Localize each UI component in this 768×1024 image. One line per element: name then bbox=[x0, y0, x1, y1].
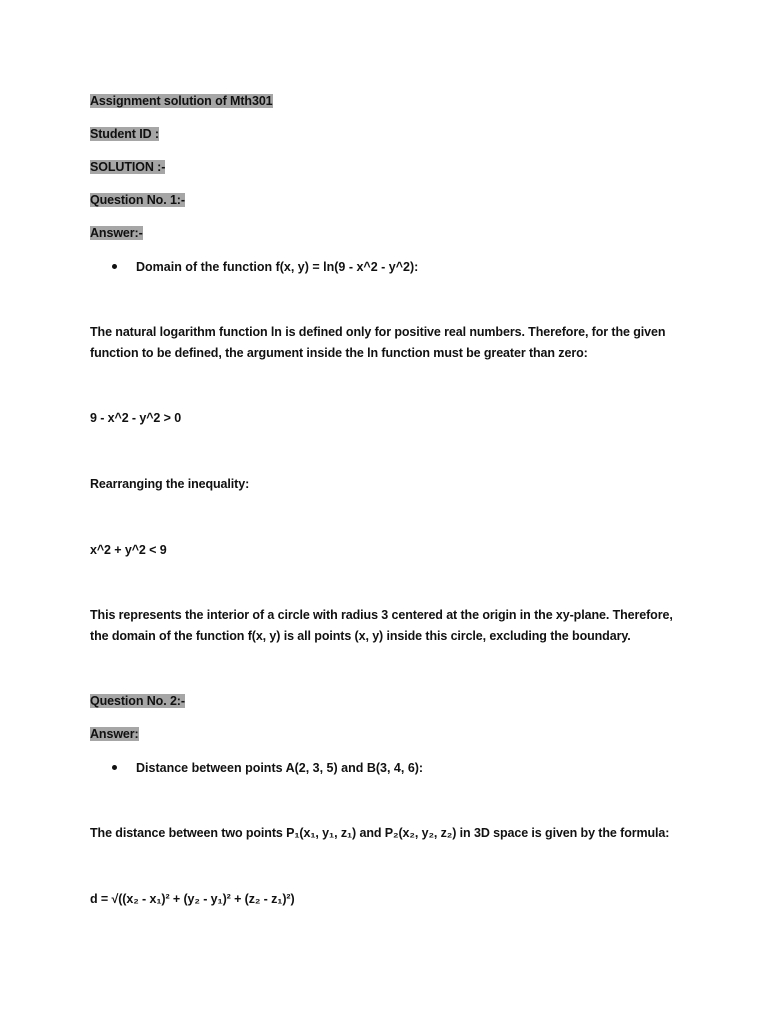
q2-bullet-text: Distance between points A(2, 3, 5) and B(3, 4, 6): bbox=[136, 761, 424, 775]
question-1-label: Question No. 1:- bbox=[90, 193, 185, 207]
question-2-line bbox=[90, 692, 185, 711]
q1-rearranging-text: Rearranging the inequality: bbox=[90, 477, 250, 491]
student-id-label: Student ID : bbox=[90, 127, 159, 141]
solution-line bbox=[90, 158, 165, 177]
q2-paragraph-1: The distance between two points P₁(x₁, y₁, z₁) and P₂(x₂, y₂, z₂) in 3D space is given by the formula: bbox=[90, 826, 670, 840]
answer-2-label: Answer: bbox=[90, 727, 139, 741]
question-2-label: Question No. 2:- bbox=[90, 694, 185, 708]
solution-label: SOLUTION :- bbox=[90, 160, 166, 174]
title-line bbox=[90, 92, 273, 111]
answer-1-line bbox=[90, 224, 143, 243]
q1-paragraph-2: This represents the interior of a circle with radius 3 centered at the origin in the xy-plane. Therefore, the domain of the function f(x, y) is all points (x, y) inside this circle, excluding the boundary. bbox=[90, 608, 673, 643]
q1-inequality-1: 9 - x^2 - y^2 > 0 bbox=[90, 411, 182, 425]
q2-distance-formula: d = √((x₂ - x₁)² + (y₂ - y₁)² + (z₂ - z₁)²) bbox=[90, 892, 295, 906]
q1-inequality-2: x^2 + y^2 < 9 bbox=[90, 543, 167, 557]
bullet-icon bbox=[112, 264, 117, 269]
student-id-line bbox=[90, 125, 159, 144]
q2-bullet-item bbox=[112, 759, 423, 778]
answer-1-label: Answer:- bbox=[90, 226, 143, 240]
q1-paragraph-1: The natural logarithm function ln is defined only for positive real numbers. Therefore, for the given function to be defined, the argument inside the ln function must be greater than zero: bbox=[90, 325, 666, 360]
assignment-title: Assignment solution of Mth301 bbox=[90, 94, 273, 108]
question-1-line bbox=[90, 191, 185, 210]
bullet-icon bbox=[112, 765, 117, 770]
q1-bullet-item bbox=[112, 258, 418, 277]
answer-2-line bbox=[90, 725, 139, 744]
q1-bullet-text: Domain of the function f(x, y) = ln(9 - x^2 - y^2): bbox=[136, 260, 419, 274]
